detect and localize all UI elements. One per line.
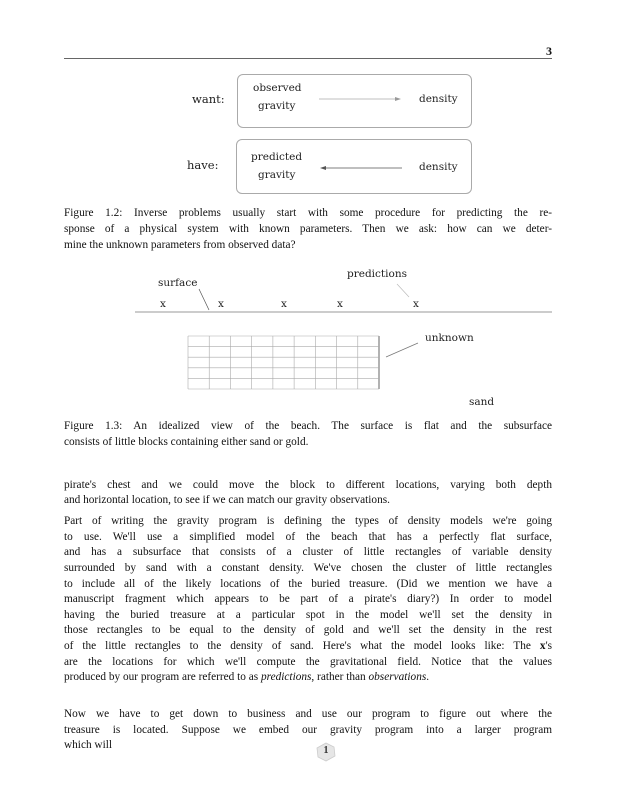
have-density: density — [419, 161, 458, 173]
italic-predictions: predictions — [260, 671, 312, 683]
body-line: manuscript fragment which appears to be part of a pirate's diary?) In order to model — [64, 593, 552, 605]
prediction-marker: x — [218, 298, 224, 310]
body-line: surrounded by sand with a constant density. We've chosen the cluster of little rectangles — [64, 562, 552, 574]
unknown-arrow-icon — [386, 343, 418, 357]
predictions-label: predictions — [347, 268, 407, 280]
page-badge[interactable] — [316, 742, 336, 762]
surface-arrow-icon — [199, 289, 209, 310]
surface-label: surface — [158, 277, 198, 289]
body-text: produced by our program are referred to as — [64, 671, 261, 683]
unknown-label: unknown — [425, 332, 474, 344]
page-header-number: 3 — [546, 44, 552, 58]
predictions-arrow-icon — [397, 284, 409, 297]
want-observed: observed — [253, 82, 302, 94]
body-text: . — [426, 671, 430, 683]
have-label: have: — [187, 158, 219, 172]
figure-1-2-caption-line: Figure 1.2: Inverse problems usually start with some procedure for predicting the re- — [64, 207, 552, 219]
bold-x: x — [539, 640, 546, 652]
body-text: , rather than — [311, 671, 369, 683]
body-line — [64, 670, 552, 684]
prediction-marker: x — [413, 298, 419, 310]
body-text: 's — [545, 640, 552, 652]
prediction-marker: x — [337, 298, 343, 310]
body-line: Now we have to get down to business and use our program to figure out where the — [64, 708, 552, 720]
body-line: and horizontal location, to see if we can match our gravity observations. — [64, 494, 390, 506]
body-line: which will — [64, 739, 113, 751]
figure-1-3-caption-line: Figure 1.3: An idealized view of the beach. The surface is flat and the subsurface — [64, 420, 552, 432]
prediction-marker: x — [160, 298, 166, 310]
body-line: those rectangles to be equal to the density of gold and we'll set the density in the rest — [64, 624, 552, 636]
body-line: Part of writing the gravity program is defining the types of density models we're going — [64, 515, 552, 527]
figure-1-3-caption-line: consists of little blocks containing either sand or gold. — [64, 436, 309, 448]
body-line: to use. We'll use a simplified model of the beach that has a perfectly flat surface, — [64, 531, 552, 543]
body-line — [64, 639, 552, 653]
body-line: pirate's chest and we could move the block to different locations, varying both depth — [64, 479, 552, 491]
want-gravity: gravity — [258, 100, 296, 112]
page-badge-number: 1 — [323, 745, 329, 756]
sand-label: sand — [469, 396, 495, 408]
body-text: of the little rectangles to the density of sand. Here's what the model looks like: The — [64, 640, 540, 652]
subsurface-grid — [188, 336, 379, 389]
body-line: having the buried treasure at a particular spot in the model we'll set the density in — [64, 609, 552, 621]
want-label: want: — [192, 92, 225, 106]
italic-observations: observations — [368, 671, 427, 683]
body-line: are the locations for which we'll compute the gravitational field. Notice that the values — [64, 656, 552, 668]
body-line: treasure is located. Suppose we embed our gravity program into a larger program — [64, 724, 552, 736]
have-gravity: gravity — [258, 169, 296, 181]
figure-1-2-caption-line: mine the unknown parameters from observed data? — [64, 239, 296, 251]
prediction-marker: x — [281, 298, 287, 310]
body-line: to include all of the likely locations of the buried treasure. (Did we mention we have a — [64, 578, 552, 590]
have-predicted: predicted — [251, 151, 303, 163]
body-line: and has a subsurface that consists of a cluster of little rectangles of variable density — [64, 546, 552, 558]
want-density: density — [419, 93, 458, 105]
figure-1-2-caption-line: sponse of a physical system with known parameters. Then we ask: how can we deter- — [64, 223, 552, 235]
